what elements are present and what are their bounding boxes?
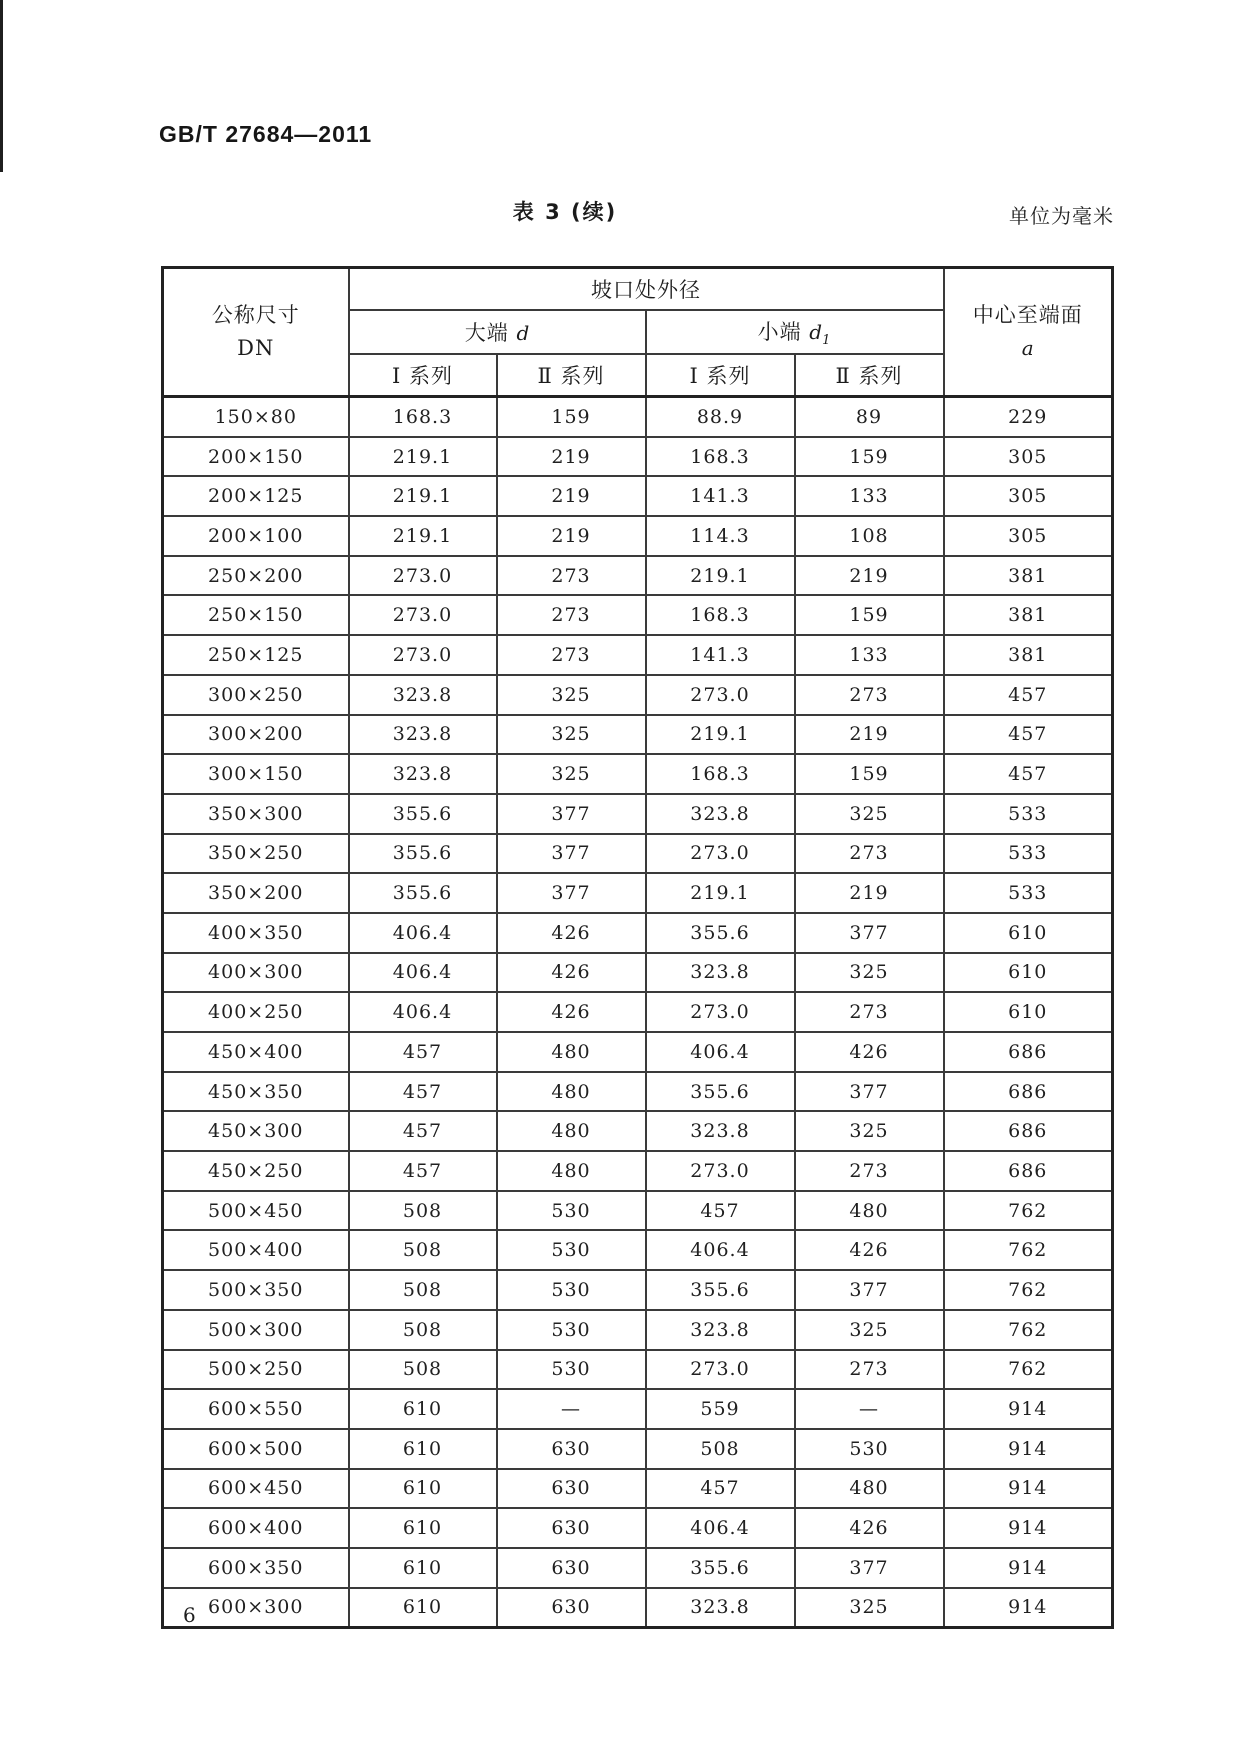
cell-nominal-size-dn: 400×350 [163, 913, 349, 953]
cell-center-to-end-a: 305 [944, 437, 1113, 477]
cell-big-end-series-i: 273.0 [349, 635, 497, 675]
cell-big-end-series-ii: 159 [497, 397, 646, 437]
center-to-end-symbol: a [1021, 336, 1034, 360]
cell-small-end-series-i: 219.1 [646, 873, 795, 913]
cell-center-to-end-a: 914 [944, 1389, 1113, 1429]
cell-nominal-size-dn: 250×125 [163, 635, 349, 675]
cell-small-end-series-i: 323.8 [646, 1588, 795, 1628]
cell-small-end-series-i: 168.3 [646, 595, 795, 635]
cell-small-end-series-ii: 325 [795, 1111, 944, 1151]
cell-small-end-series-ii: 325 [795, 1310, 944, 1350]
cell-big-end-series-i: 406.4 [349, 992, 497, 1032]
cell-center-to-end-a: 686 [944, 1072, 1113, 1112]
cell-big-end-series-ii: 530 [497, 1191, 646, 1231]
cell-big-end-series-i: 355.6 [349, 873, 497, 913]
table-row [163, 953, 1113, 993]
cell-small-end-series-ii: 133 [795, 476, 944, 516]
cell-big-end-series-ii: 325 [497, 675, 646, 715]
cell-big-end-series-i: 610 [349, 1389, 497, 1429]
page-number: 6 [183, 1603, 196, 1627]
cell-small-end-series-i: 168.3 [646, 754, 795, 794]
table-row [163, 794, 1113, 834]
cell-small-end-series-ii: 159 [795, 754, 944, 794]
cell-big-end-series-i: 219.1 [349, 437, 497, 477]
cell-big-end-series-ii: 480 [497, 1032, 646, 1072]
cell-small-end-series-i: 273.0 [646, 675, 795, 715]
table-row [163, 1310, 1113, 1350]
table-row [163, 516, 1113, 556]
cell-big-end-series-i: 457 [349, 1111, 497, 1151]
cell-big-end-series-ii: 530 [497, 1230, 646, 1270]
cell-small-end-series-i: 406.4 [646, 1032, 795, 1072]
unit-note: 单位为毫米 [1009, 204, 1114, 228]
cell-big-end-series-ii: 426 [497, 913, 646, 953]
cell-nominal-size-dn: 450×250 [163, 1151, 349, 1191]
cell-big-end-series-i: 323.8 [349, 675, 497, 715]
cell-big-end-series-i: 610 [349, 1469, 497, 1509]
table-row [163, 1032, 1113, 1072]
nominal-size-code: DN [237, 336, 275, 360]
cell-small-end-series-ii: 325 [795, 953, 944, 993]
cell-small-end-series-i: 323.8 [646, 953, 795, 993]
cell-big-end-series-ii: 219 [497, 516, 646, 556]
cell-center-to-end-a: 381 [944, 595, 1113, 635]
header-small-end-series-ii: Ⅱ 系列 [795, 354, 944, 397]
cell-small-end-series-i: 457 [646, 1191, 795, 1231]
cell-small-end-series-i: 406.4 [646, 1230, 795, 1270]
cell-big-end-series-i: 508 [349, 1270, 497, 1310]
header-big-end: 大端 d [349, 310, 646, 354]
table-row [163, 715, 1113, 755]
cell-big-end-series-ii: 273 [497, 595, 646, 635]
cell-big-end-series-i: 508 [349, 1191, 497, 1231]
table-row [163, 1469, 1113, 1509]
table-title: 表 3 (续) [512, 200, 618, 224]
cell-nominal-size-dn: 500×300 [163, 1310, 349, 1350]
table-row [163, 873, 1113, 913]
cell-big-end-series-ii: 530 [497, 1270, 646, 1310]
cell-nominal-size-dn: 350×250 [163, 834, 349, 874]
cell-center-to-end-a: 610 [944, 913, 1113, 953]
cell-nominal-size-dn: 600×400 [163, 1508, 349, 1548]
header-big-end-series-i: Ⅰ 系列 [349, 354, 497, 397]
cell-big-end-series-ii: 325 [497, 754, 646, 794]
table-row [163, 1548, 1113, 1588]
cell-nominal-size-dn: 500×350 [163, 1270, 349, 1310]
table-row [163, 913, 1113, 953]
header-big-end-series-ii: Ⅱ 系列 [497, 354, 646, 397]
table-row [163, 397, 1113, 437]
cell-big-end-series-ii: 630 [497, 1469, 646, 1509]
cell-small-end-series-ii: 273 [795, 834, 944, 874]
table-body [163, 397, 1113, 1628]
cell-small-end-series-ii: 273 [795, 675, 944, 715]
cell-big-end-series-i: 610 [349, 1548, 497, 1588]
table-row [163, 1389, 1113, 1429]
cell-center-to-end-a: 229 [944, 397, 1113, 437]
cell-big-end-series-i: 457 [349, 1151, 497, 1191]
cell-big-end-series-i: 610 [349, 1429, 497, 1469]
table-row [163, 476, 1113, 516]
cell-small-end-series-ii: 377 [795, 1548, 944, 1588]
cell-nominal-size-dn: 400×250 [163, 992, 349, 1032]
cell-small-end-series-ii: 426 [795, 1032, 944, 1072]
cell-nominal-size-dn: 300×200 [163, 715, 349, 755]
cell-small-end-series-i: 457 [646, 1469, 795, 1509]
cell-small-end-series-ii: 219 [795, 556, 944, 596]
table-row [163, 675, 1113, 715]
cell-small-end-series-ii: 89 [795, 397, 944, 437]
table-row [163, 1072, 1113, 1112]
cell-small-end-series-i: 406.4 [646, 1508, 795, 1548]
big-end-symbol: d [516, 321, 530, 345]
cell-big-end-series-ii: 480 [497, 1111, 646, 1151]
dimensions-table [161, 266, 1114, 1629]
cell-center-to-end-a: 914 [944, 1548, 1113, 1588]
cell-center-to-end-a: 381 [944, 635, 1113, 675]
cell-small-end-series-i: 141.3 [646, 476, 795, 516]
cell-center-to-end-a: 305 [944, 476, 1113, 516]
cell-small-end-series-i: 508 [646, 1429, 795, 1469]
cell-small-end-series-ii: 108 [795, 516, 944, 556]
header-groove-outside-diameter: 坡口处外径 [349, 268, 944, 311]
cell-small-end-series-ii: — [795, 1389, 944, 1429]
cell-small-end-series-ii: 133 [795, 635, 944, 675]
cell-nominal-size-dn: 200×150 [163, 437, 349, 477]
cell-big-end-series-ii: 530 [497, 1310, 646, 1350]
table-row [163, 754, 1113, 794]
cell-big-end-series-i: 355.6 [349, 794, 497, 834]
cell-center-to-end-a: 533 [944, 794, 1113, 834]
cell-small-end-series-ii: 273 [795, 1350, 944, 1390]
cell-nominal-size-dn: 300×150 [163, 754, 349, 794]
cell-big-end-series-i: 219.1 [349, 476, 497, 516]
cell-big-end-series-i: 323.8 [349, 754, 497, 794]
cell-small-end-series-ii: 159 [795, 595, 944, 635]
cell-center-to-end-a: 762 [944, 1270, 1113, 1310]
table-row [163, 1111, 1113, 1151]
table-row [163, 1151, 1113, 1191]
table-row [163, 1270, 1113, 1310]
cell-big-end-series-ii: 273 [497, 635, 646, 675]
table-row [163, 1350, 1113, 1390]
cell-big-end-series-ii: 377 [497, 794, 646, 834]
cell-big-end-series-ii: 219 [497, 476, 646, 516]
cell-nominal-size-dn: 600×550 [163, 1389, 349, 1429]
header-small-end: 小端 $d_1$ [646, 310, 944, 354]
table-row [163, 635, 1113, 675]
cell-big-end-series-ii: 219 [497, 437, 646, 477]
cell-big-end-series-i: 219.1 [349, 516, 497, 556]
cell-small-end-series-i: 141.3 [646, 635, 795, 675]
cell-nominal-size-dn: 500×250 [163, 1350, 349, 1390]
cell-center-to-end-a: 610 [944, 953, 1113, 993]
cell-small-end-series-ii: 530 [795, 1429, 944, 1469]
cell-center-to-end-a: 914 [944, 1429, 1113, 1469]
cell-big-end-series-ii: 325 [497, 715, 646, 755]
cell-small-end-series-ii: 480 [795, 1469, 944, 1509]
cell-small-end-series-i: 273.0 [646, 834, 795, 874]
table-row [163, 1588, 1113, 1628]
cell-small-end-series-ii: 377 [795, 1270, 944, 1310]
cell-nominal-size-dn: 500×400 [163, 1230, 349, 1270]
cell-big-end-series-ii: 480 [497, 1072, 646, 1112]
cell-small-end-series-i: 559 [646, 1389, 795, 1429]
cell-center-to-end-a: 457 [944, 754, 1113, 794]
table-row [163, 1191, 1113, 1231]
cell-big-end-series-i: 273.0 [349, 556, 497, 596]
cell-center-to-end-a: 381 [944, 556, 1113, 596]
header-small-end-series-i: Ⅰ 系列 [646, 354, 795, 397]
cell-big-end-series-i: 508 [349, 1350, 497, 1390]
cell-small-end-series-i: 114.3 [646, 516, 795, 556]
table-row [163, 556, 1113, 596]
cell-small-end-series-i: 219.1 [646, 556, 795, 596]
cell-nominal-size-dn: 350×300 [163, 794, 349, 834]
cell-small-end-series-i: 273.0 [646, 992, 795, 1032]
cell-center-to-end-a: 686 [944, 1151, 1113, 1191]
cell-nominal-size-dn: 400×300 [163, 953, 349, 993]
cell-nominal-size-dn: 600×350 [163, 1548, 349, 1588]
cell-small-end-series-ii: 325 [795, 794, 944, 834]
cell-big-end-series-i: 508 [349, 1310, 497, 1350]
cell-big-end-series-i: 168.3 [349, 397, 497, 437]
cell-center-to-end-a: 686 [944, 1111, 1113, 1151]
cell-big-end-series-ii: 426 [497, 953, 646, 993]
cell-nominal-size-dn: 600×300 [163, 1588, 349, 1628]
table-row [163, 992, 1113, 1032]
cell-small-end-series-ii: 219 [795, 873, 944, 913]
cell-small-end-series-ii: 273 [795, 1151, 944, 1191]
cell-small-end-series-i: 355.6 [646, 913, 795, 953]
center-to-end-label: 中心至端面 [972, 303, 1083, 328]
cell-nominal-size-dn: 200×125 [163, 476, 349, 516]
cell-small-end-series-i: 323.8 [646, 794, 795, 834]
cell-big-end-series-ii: 377 [497, 834, 646, 874]
cell-center-to-end-a: 914 [944, 1508, 1113, 1548]
nominal-size-label: 公称尺寸 [211, 303, 300, 328]
cell-center-to-end-a: 533 [944, 834, 1113, 874]
cell-small-end-series-i: 355.6 [646, 1072, 795, 1112]
cell-big-end-series-i: 508 [349, 1230, 497, 1270]
cell-center-to-end-a: 762 [944, 1191, 1113, 1231]
table-row [163, 834, 1113, 874]
cell-nominal-size-dn: 150×80 [163, 397, 349, 437]
small-end-symbol: d [809, 319, 823, 344]
scan-edge-artifact [0, 0, 3, 172]
cell-big-end-series-ii: 377 [497, 873, 646, 913]
cell-big-end-series-i: 406.4 [349, 913, 497, 953]
cell-big-end-series-i: 610 [349, 1588, 497, 1628]
cell-small-end-series-ii: 377 [795, 1072, 944, 1112]
cell-small-end-series-ii: 219 [795, 715, 944, 755]
cell-big-end-series-ii: 426 [497, 992, 646, 1032]
cell-big-end-series-ii: 480 [497, 1151, 646, 1191]
cell-center-to-end-a: 762 [944, 1350, 1113, 1390]
cell-big-end-series-ii: 630 [497, 1588, 646, 1628]
cell-small-end-series-ii: 273 [795, 992, 944, 1032]
cell-small-end-series-i: 273.0 [646, 1151, 795, 1191]
cell-center-to-end-a: 914 [944, 1588, 1113, 1628]
cell-big-end-series-ii: 530 [497, 1350, 646, 1390]
cell-small-end-series-i: 355.6 [646, 1270, 795, 1310]
cell-center-to-end-a: 457 [944, 675, 1113, 715]
cell-small-end-series-ii: 480 [795, 1191, 944, 1231]
cell-center-to-end-a: 914 [944, 1469, 1113, 1509]
standard-number: GB/T 27684—2011 [159, 121, 373, 147]
cell-small-end-series-ii: 377 [795, 913, 944, 953]
cell-small-end-series-i: 323.8 [646, 1310, 795, 1350]
cell-small-end-series-i: 168.3 [646, 437, 795, 477]
cell-big-end-series-i: 457 [349, 1072, 497, 1112]
cell-nominal-size-dn: 200×100 [163, 516, 349, 556]
cell-nominal-size-dn: 250×200 [163, 556, 349, 596]
cell-nominal-size-dn: 450×300 [163, 1111, 349, 1151]
table-row [163, 437, 1113, 477]
cell-nominal-size-dn: 450×400 [163, 1032, 349, 1072]
cell-small-end-series-i: 88.9 [646, 397, 795, 437]
cell-big-end-series-ii: 630 [497, 1508, 646, 1548]
header-center-to-end [944, 268, 1113, 397]
cell-nominal-size-dn: 600×450 [163, 1469, 349, 1509]
cell-big-end-series-i: 323.8 [349, 715, 497, 755]
cell-center-to-end-a: 686 [944, 1032, 1113, 1072]
cell-center-to-end-a: 533 [944, 873, 1113, 913]
cell-big-end-series-i: 406.4 [349, 953, 497, 993]
cell-small-end-series-ii: 325 [795, 1588, 944, 1628]
cell-nominal-size-dn: 350×200 [163, 873, 349, 913]
cell-big-end-series-i: 457 [349, 1032, 497, 1072]
cell-center-to-end-a: 762 [944, 1230, 1113, 1270]
cell-center-to-end-a: 457 [944, 715, 1113, 755]
cell-small-end-series-i: 273.0 [646, 1350, 795, 1390]
cell-small-end-series-i: 219.1 [646, 715, 795, 755]
cell-big-end-series-ii: — [497, 1389, 646, 1429]
cell-big-end-series-ii: 630 [497, 1429, 646, 1469]
cell-small-end-series-ii: 159 [795, 437, 944, 477]
table-header [163, 268, 1113, 397]
table-row [163, 595, 1113, 635]
cell-big-end-series-i: 610 [349, 1508, 497, 1548]
table-row [163, 1508, 1113, 1548]
cell-big-end-series-i: 355.6 [349, 834, 497, 874]
cell-nominal-size-dn: 250×150 [163, 595, 349, 635]
cell-nominal-size-dn: 500×450 [163, 1191, 349, 1231]
cell-big-end-series-i: 273.0 [349, 595, 497, 635]
header-nominal-size [163, 268, 349, 397]
table-row [163, 1429, 1113, 1469]
table-row [163, 1230, 1113, 1270]
cell-small-end-series-ii: 426 [795, 1508, 944, 1548]
cell-small-end-series-ii: 426 [795, 1230, 944, 1270]
cell-big-end-series-ii: 273 [497, 556, 646, 596]
cell-nominal-size-dn: 300×250 [163, 675, 349, 715]
cell-center-to-end-a: 305 [944, 516, 1113, 556]
cell-small-end-series-i: 355.6 [646, 1548, 795, 1588]
cell-small-end-series-i: 323.8 [646, 1111, 795, 1151]
cell-center-to-end-a: 762 [944, 1310, 1113, 1350]
cell-nominal-size-dn: 600×500 [163, 1429, 349, 1469]
cell-nominal-size-dn: 450×350 [163, 1072, 349, 1112]
cell-big-end-series-ii: 630 [497, 1548, 646, 1588]
cell-center-to-end-a: 610 [944, 992, 1113, 1032]
